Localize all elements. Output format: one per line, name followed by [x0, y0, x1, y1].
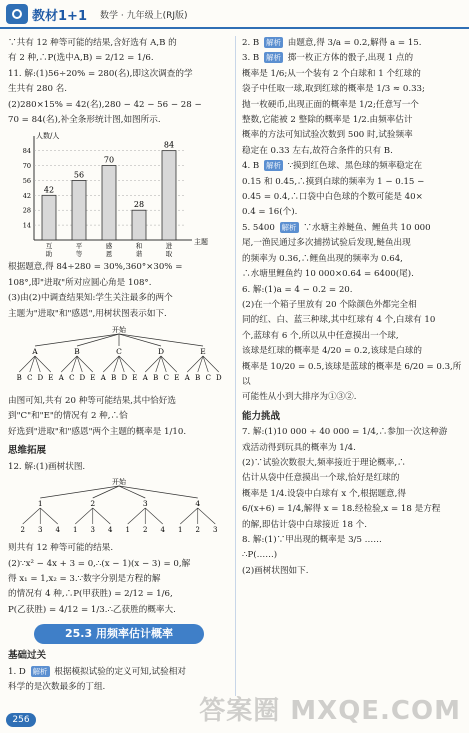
- analysis-tag: 解析: [281, 222, 297, 232]
- text-line: (2)∵x² − 4x + 3 = 0,∴(x − 1)(x − 3) = 0,解: [8, 558, 191, 569]
- text-line: (2)280×15% = 42(名),280 − 42 − 56 − 28 −: [8, 99, 202, 110]
- tree-node: 3: [142, 499, 148, 509]
- tree-node: E: [200, 347, 206, 357]
- text-line: 主题为"进取"和"感恩",用树状图表示如下.: [8, 308, 167, 319]
- tree-leaf: 2: [143, 526, 148, 535]
- text-line: 估计从袋中任意摸出一个球,恰好是红球的: [242, 473, 400, 484]
- y-tick-label: 14: [22, 222, 31, 231]
- tree-node: B: [74, 347, 80, 357]
- text-line: 的解,即估计袋中白球接近 18 个.: [242, 519, 367, 530]
- y-tick-label: 56: [22, 177, 31, 186]
- tree-branch: [119, 486, 198, 498]
- text-line: [8, 665, 230, 680]
- bar: [162, 151, 176, 240]
- page-header: [0, 0, 469, 28]
- y-tick-label: 84: [22, 147, 31, 156]
- bar: [132, 211, 146, 241]
- tree-branch: [145, 508, 163, 524]
- text-line: [242, 51, 464, 66]
- text-line: (2)在一个箱子里放有 20 个除颜色外都完全相: [242, 299, 417, 310]
- bar: [72, 181, 86, 241]
- tree-leaf: 3: [90, 526, 95, 535]
- text-line: 概率是 1/6;从一个装有 2 个白球和 1 个红球的: [242, 68, 421, 79]
- text-line: [242, 159, 464, 174]
- tree-root: 开始: [112, 478, 126, 487]
- tree-leaf: E: [90, 374, 96, 383]
- tree-leaf: B: [153, 374, 159, 383]
- text-line: 科学的是次数最多的丁组.: [8, 681, 106, 692]
- text-line: 8. 解:(1)∵甲出现的概率是 3/5 ……: [242, 535, 382, 545]
- text-line: 袋子中任取一球,取到红球的概率是 1/3 ≈ 0.33;: [242, 84, 425, 95]
- data-label: 28: [133, 200, 145, 210]
- text-line: 0.45 = 0.4,∴口袋中白色球的个数可能是 40×: [242, 192, 423, 203]
- text-line: 0.4 = 16(个).: [242, 207, 298, 218]
- data-label: 42: [43, 185, 55, 195]
- tree-branch: [180, 508, 198, 524]
- text-line: 个,蓝球有 6 个,所以从中任意摸出一个球,: [242, 330, 399, 341]
- text-line: ∴P(……): [242, 550, 278, 561]
- x-tick-label: 等: [75, 250, 83, 259]
- tree-diagram-numbers: [8, 475, 230, 541]
- tree-leaf: E: [132, 374, 138, 383]
- tree-leaf: 1: [178, 526, 183, 535]
- tree-node: D: [157, 347, 165, 357]
- text-line: (2)∵试验次数很大,频率接近于理论概率,∴: [242, 457, 406, 468]
- tree-leaf: 4: [160, 526, 165, 535]
- bar: [42, 196, 56, 241]
- tree-branch: [119, 334, 161, 346]
- right-column: [242, 36, 464, 579]
- tree-diagram-svg: [8, 475, 230, 541]
- answer-number: 2. B: [242, 38, 260, 48]
- tree-leaf: B: [195, 374, 201, 383]
- tree-node: 1: [37, 499, 43, 509]
- tree-diagram-svg: [8, 322, 230, 394]
- answer-text: ∵摸到红色球、黑色球的频率稳定在: [287, 161, 423, 172]
- tree-leaf: C: [205, 374, 211, 383]
- text-line: [242, 36, 464, 51]
- text-line: 概率是 1/4.设袋中白球有 x 个,根据题意,得: [242, 488, 406, 499]
- analysis-tag: 解析: [265, 38, 281, 47]
- text-line: 戏活动得到玩具的概率为 1/4.: [242, 442, 356, 453]
- tree-leaf: D: [215, 374, 222, 383]
- text-line: 根据题意,得 84÷280 = 30%,360°×30% =: [8, 262, 183, 273]
- left-column: [8, 36, 230, 695]
- text-line: 好选到"进取"和"感恩"两个主题的概率是 1/10.: [8, 426, 187, 437]
- tree-leaf: D: [121, 374, 128, 383]
- text-line: P(乙获胜) = 4/12 = 1/3.∴乙获胜的概率大.: [8, 604, 176, 615]
- answer-text: ∵水塘主养鲢鱼、鲤鱼共 10 000: [303, 222, 431, 233]
- x-tick-label: 恩: [105, 250, 113, 259]
- tree-branch: [40, 486, 119, 498]
- tree-leaf: D: [79, 374, 86, 383]
- tree-root: 开始: [112, 326, 126, 335]
- answer-number: 1. D: [8, 666, 26, 677]
- tree-leaf: C: [69, 374, 75, 383]
- header-rule: [0, 27, 469, 29]
- text-line: (3)由(2)中调查结果知:学生关注最多的两个: [8, 293, 173, 304]
- text-line: 由图可知,共有 20 种等可能结果,其中恰好选: [8, 396, 176, 407]
- tree-node: 2: [90, 499, 96, 509]
- tree-leaf: A: [142, 374, 148, 383]
- tree-leaf: 4: [55, 526, 60, 535]
- tree-leaf: 4: [108, 526, 113, 535]
- text-line: 概率的方法可知试验次数到 500 时,试验频率: [242, 130, 413, 141]
- text-line: 有 2 种,∴P(选中A,B) = 2/12 = 1/6.: [8, 53, 154, 64]
- text-line: 108°,即"进取"所对应圆心角是 108°.: [8, 277, 152, 288]
- text-line: ∵共有 12 种等可能的结果,含好选有 A,B 的: [8, 38, 177, 48]
- text-line: 概率是 10/20 = 0.5,该球是蓝球的概率是 6/20 = 0.3,所以: [242, 361, 462, 387]
- text-line: (2)画树状图如下.: [242, 565, 309, 576]
- tree-node: A: [32, 347, 38, 357]
- book-logo-icon: [6, 4, 28, 24]
- text-line: 6/(x+6) = 1/4,解得 x = 18.经检验,x = 18 是方程: [242, 504, 441, 515]
- tree-leaf: A: [100, 374, 106, 383]
- analysis-tag: 解析: [265, 161, 281, 171]
- x-tick-label: 取: [165, 250, 173, 259]
- answer-number: 3. B: [242, 53, 260, 64]
- text-line: [242, 221, 464, 236]
- data-label: 70: [103, 155, 115, 165]
- tree-branch: [40, 508, 58, 524]
- tree-leaf: 1: [73, 526, 78, 535]
- section-banner: 25.3 用频率估计概率: [34, 624, 204, 644]
- brand-title: 教材1+1: [32, 9, 87, 24]
- tree-branch: [35, 334, 119, 346]
- text-line: 12. 解:(1)画树状图.: [8, 461, 86, 472]
- text-line: 0.15 和 0.45,∴摸到白球的频率为 1 − 0.15 −: [242, 176, 425, 187]
- tree-node: C: [116, 347, 122, 357]
- text-line: 尾,一渔民通过多次捕捞试验后发现,鲢鱼出现: [242, 238, 411, 249]
- text-line: 的情况有 4 种,∴P(甲获胜) = 2/12 = 1/6,: [8, 589, 173, 600]
- text-line: 得 x₁ = 1,x₂ = 3.∵数字分别是方程的解: [8, 573, 161, 584]
- tree-branch: [75, 508, 93, 524]
- tree-leaf: E: [48, 374, 54, 383]
- section-heading-ability: 能力挑战: [242, 410, 281, 422]
- answer-text: 由题意,得 3/a = 0.2,解得 a = 15.: [287, 38, 422, 48]
- y-tick-label: 70: [22, 162, 31, 171]
- text-line: 70 = 84(名),补全条形统计图,如图所示.: [8, 115, 161, 126]
- x-tick-label: 助: [45, 250, 53, 259]
- tree-leaf: 2: [20, 526, 25, 535]
- answer-text: 掷一枚正方体的骰子,出现 1 点的: [287, 53, 414, 64]
- tree-leaf: 1: [125, 526, 130, 535]
- tree-leaf: A: [184, 374, 190, 383]
- x-tick-label: 谐: [135, 250, 143, 259]
- text-line: 11. 解:(1)56÷20% = 280(名),即这次调查的学: [8, 68, 193, 79]
- x-tick-label: 互: [45, 242, 53, 251]
- tree-branch: [198, 508, 216, 524]
- text-line: ∴水塘里鲤鱼约 10 000×0.64 = 6400(尾).: [242, 269, 414, 280]
- tree-branch: [93, 508, 111, 524]
- text-line: 生共有 280 名.: [8, 84, 67, 95]
- tree-node: 4: [195, 499, 201, 509]
- watermark: 答案圈 MXQE.COM: [199, 696, 461, 726]
- y-tick-label: 28: [22, 207, 31, 216]
- data-label: 56: [73, 170, 85, 180]
- x-tick-label: 和: [135, 242, 143, 251]
- section-heading-basic: 基础过关: [8, 650, 47, 662]
- column-divider: [235, 36, 236, 696]
- tree-branch: [77, 334, 119, 346]
- text-line: 7. 解:(1)10 000 ÷ 40 000 = 1/4,∴参加一次这种游: [242, 427, 448, 438]
- text-line: 该球是红球的概率是 4/20 = 0.2,该球是白球的: [242, 346, 422, 357]
- x-axis-label: 主题: [194, 238, 208, 247]
- analysis-tag: 解析: [32, 666, 48, 676]
- text-line: 到"C"和"E"的情况有 2 种,∴恰: [8, 411, 128, 422]
- tree-diagram-themes: [8, 322, 230, 394]
- text-line: 6. 解:(1)a = 4 − 0.2 = 20.: [242, 284, 353, 295]
- tree-branch: [128, 508, 146, 524]
- text-line: 的频率为 0.36,∴鲤鱼出现的频率为 0.64,: [242, 253, 403, 264]
- tree-leaf: 2: [195, 526, 200, 535]
- tree-leaf: B: [16, 374, 22, 383]
- tree-leaf: B: [111, 374, 117, 383]
- text-line: 整数,它能被 2 整除的概率是 1/2.由频率估计: [242, 115, 413, 126]
- bar-chart-svg: [8, 128, 230, 260]
- data-label: 84: [163, 141, 175, 151]
- tree-leaf: 3: [38, 526, 43, 535]
- tree-branch: [119, 334, 203, 346]
- book-subtitle: 数学 · 九年级上(RJ版): [100, 11, 188, 21]
- bar: [102, 166, 116, 240]
- answer-text: 根据模拟试验的定义可知,试验相对: [54, 666, 186, 677]
- y-axis-label: 人数/人: [36, 132, 60, 141]
- analysis-tag: 解析: [265, 53, 281, 63]
- tree-leaf: D: [37, 374, 44, 383]
- y-tick-label: 42: [22, 192, 31, 201]
- x-tick-label: 感: [105, 242, 113, 251]
- tree-leaf: A: [58, 374, 64, 383]
- answer-number: 4. B: [242, 161, 260, 172]
- page-number: 256: [6, 713, 36, 727]
- tree-leaf: 3: [213, 526, 218, 535]
- answer-number: 5. 5400: [242, 222, 275, 233]
- text-line: 抛一枚硬币,出现正面的概率是 1/2;任意写一个: [242, 99, 419, 110]
- tree-branch: [23, 508, 41, 524]
- text-line: 同的红、白、蓝三种球,其中红球有 4 个,白球有 10: [242, 315, 436, 326]
- tree-leaf: C: [163, 374, 169, 383]
- text-line: 则共有 12 种等可能的结果.: [8, 543, 114, 554]
- bar-chart: [8, 128, 230, 260]
- x-tick-label: 进: [165, 242, 173, 251]
- x-tick-label: 平: [75, 242, 83, 251]
- text-line: 稳定在 0.33 左右,故符合条件的只有 B.: [242, 145, 393, 156]
- tree-leaf: C: [27, 374, 33, 383]
- text-line: 可能性从小到大排序为①③②.: [242, 392, 357, 403]
- section-heading-think: 思维拓展: [8, 445, 47, 457]
- tree-leaf: E: [174, 374, 180, 383]
